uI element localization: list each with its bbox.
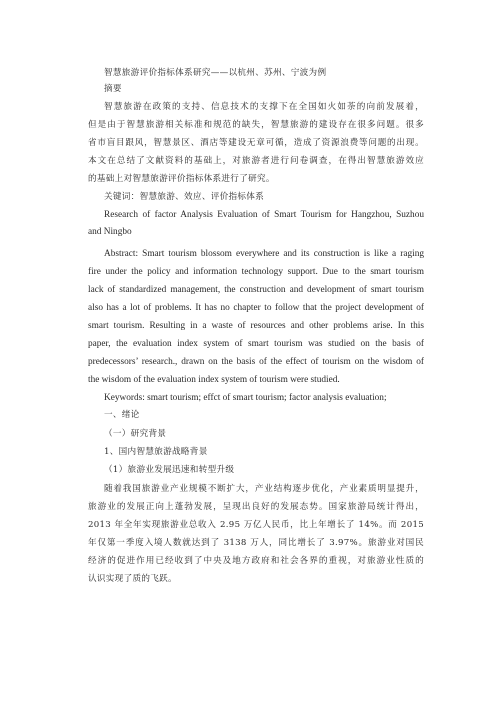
- abstract-line: 省市盲目跟风，智慧景区、酒店等建设无章可循，造成了资源浪费等问题的出现。: [88, 138, 424, 148]
- english-title-line: and Ningbo: [88, 227, 132, 237]
- english-abstract-line: predecessors’ research., drawn on the basis of the effect of tourism on the wisdom of: [88, 357, 424, 367]
- subsection-heading: （一）研究背景: [104, 429, 167, 439]
- paragraph-heading: （1）旅游业发展迅速和转型升级: [104, 465, 235, 475]
- keywords-en: Keywords: smart tourism; effct of smart tourism; factor analysis evaluation;: [104, 393, 387, 403]
- body-line: 年仅第一季度入境人数就达到了 3138 万人，同比增长了 3.97%。旅游业对国民: [88, 538, 424, 548]
- english-title-line: Research of factor Analysis Evaluation of Smart Tourism for Hangzhou, Suzhou: [104, 210, 424, 220]
- section-heading: 一、绪论: [104, 410, 140, 420]
- english-abstract-line: Abstract: Smart tourism blossom everywhere and its construction is like a raging: [104, 249, 424, 259]
- english-abstract-line: lack of standardized management, the construction and development of smart tourism: [88, 285, 424, 295]
- abstract-line: 但是由于智慧旅游相关标准和规范的缺失，智慧旅游的建设存在很多问题。很多: [88, 120, 424, 130]
- english-abstract-line: also has a lot of problems. It has no chapter to follow that the project development of: [88, 303, 424, 313]
- body-line: 随着我国旅游业产业规模不断扩大，产业结构逐步优化，产业素质明显提升，: [104, 484, 424, 494]
- subsubsection-heading: 1、国内智慧旅游战略背景: [104, 447, 208, 457]
- paper-title: 智慧旅游评价指标体系研究——以杭州、苏州、宁波为例: [104, 68, 327, 78]
- keywords-cn: 关键词：智慧旅游、效应、评价指标体系: [104, 192, 265, 202]
- body-line: 旅游业的发展正向上蓬勃发展，呈现出良好的发展态势。国家旅游局统计得出，: [88, 502, 424, 512]
- body-line: 经济的促进作用已经收到了中央及地方政府和社会各界的重视，对旅游业性质的: [88, 556, 424, 566]
- english-abstract-line: the wisdom of the evaluation index system of tourism were studied.: [88, 375, 340, 385]
- english-abstract-line: smart tourism. Resulting in a waste of resources and other problems arise. In this: [88, 321, 424, 331]
- abstract-line: 本文在总结了文献资料的基础上，对旅游者进行问卷调查，在得出智慧旅游效应: [88, 156, 424, 166]
- body-line: 认识实现了质的飞跃。: [88, 574, 177, 584]
- english-abstract-line: paper, the evaluation index system of smart tourism was studied on the basis of: [88, 339, 424, 349]
- body-line: 2013 年全年实现旅游业总收入 2.95 万亿人民币，比上年增长了 14%。而 2015: [88, 520, 424, 530]
- abstract-line: 智慧旅游在政策的支持、信息技术的支撑下在全国如火如荼的向前发展着，: [104, 102, 424, 112]
- abstract-heading: 摘要: [104, 84, 122, 94]
- english-abstract-line: fire under the policy and information technology support. Due to the smart tourism: [88, 267, 424, 277]
- abstract-line: 的基础上对智慧旅游评价指标体系进行了研究。: [88, 174, 275, 184]
